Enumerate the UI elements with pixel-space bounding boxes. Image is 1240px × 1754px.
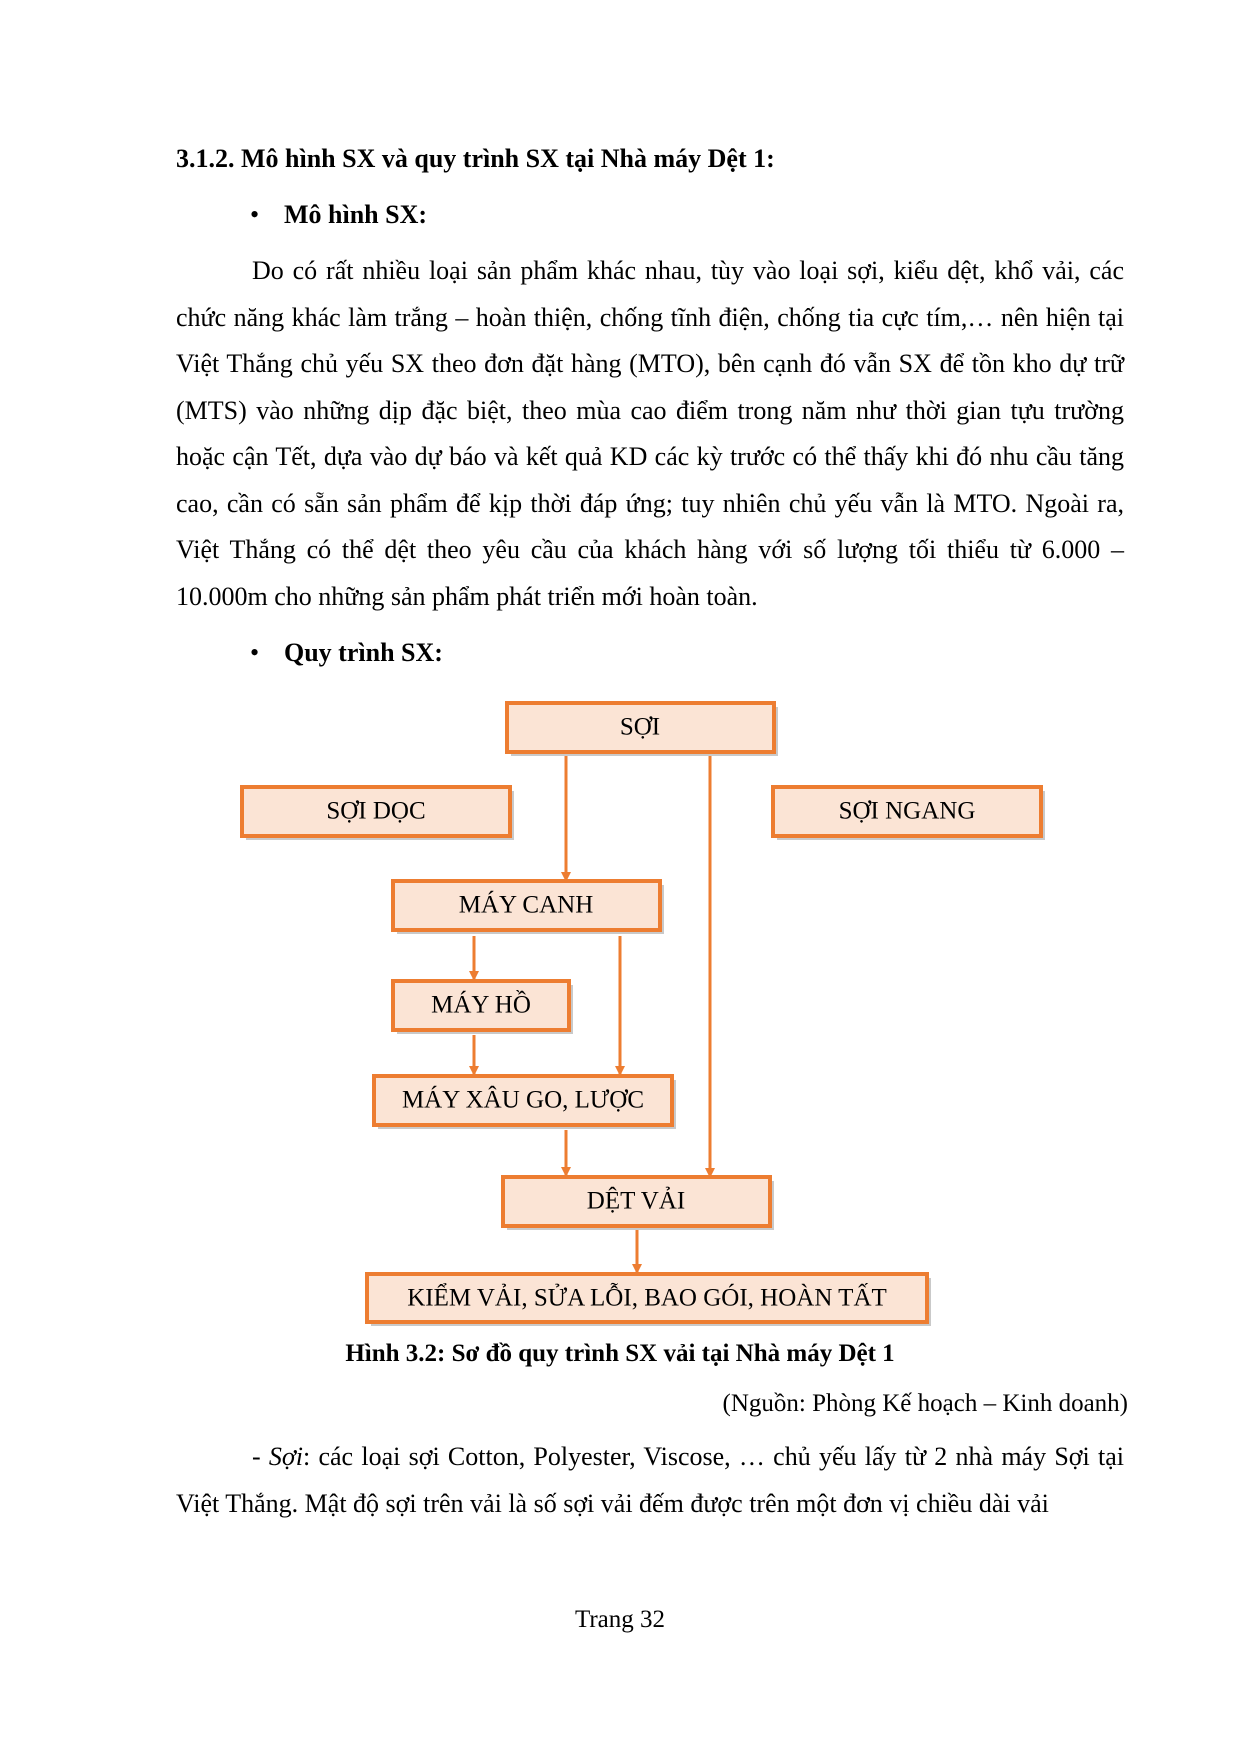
node-label: MÁY HỒ (431, 991, 531, 1019)
bullet-mo-hinh (250, 200, 427, 230)
bullet-icon: • (250, 200, 260, 229)
node-label: SỢI DỌC (326, 797, 426, 825)
node-soi-doc (242, 787, 514, 840)
node-kiem-vai (367, 1274, 931, 1326)
node-may-canh (393, 881, 664, 934)
node-label: KIỂM VẢI, SỬA LỖI, BAO GÓI, HOÀN TẤT (407, 1284, 887, 1312)
node-may-xau (374, 1076, 676, 1129)
figure-source: (Nguồn: Phòng Kế hoạch – Kinh doanh) (722, 1390, 1128, 1417)
node-soi-ngang (773, 787, 1045, 840)
page-number: Trang 32 (574, 1606, 666, 1633)
bullet-title: Mô hình SX: (284, 200, 428, 229)
node-label: DỆT VẢI (586, 1187, 686, 1215)
bullet-quy-trinh (250, 638, 443, 668)
paragraph-soi (176, 1434, 1124, 1527)
node-soi (507, 703, 778, 756)
node-det-vai (503, 1177, 774, 1230)
dash-prefix: - (252, 1442, 269, 1471)
process-flow-diagram (0, 690, 1240, 1330)
node-may-ho (393, 981, 573, 1034)
figure-caption: Hình 3.2: Sơ đồ quy trình SX vải tại Nhà máy Dệt 1 (345, 1340, 895, 1367)
paragraph-soi-text: : các loại sợi Cotton, Polyester, Viscose, … chủ yếu lấy từ 2 nhà máy Sợi tại Việt Thắng. Mật độ sợi trên vải là số sợi vải đếm được trên một đơn vị chiều dài vải (176, 1442, 1124, 1518)
section-heading: 3.1.2. Mô hình SX và quy trình SX tại Nhà máy Dệt 1: (176, 144, 775, 173)
term-soi: Sợi (268, 1442, 304, 1471)
paragraph-mo-hinh: Do có rất nhiều loại sản phẩm khác nhau, tùy vào loại sợi, kiểu dệt, khổ vải, các chức năng khác làm trắng – hoàn thiện, chống tĩnh điện, chống tia cực tím,… nên hiện tại Việt Thắng chủ yếu SX theo đơn đặt hàng (MTO), bên cạnh đó vẫn SX để tồn kho dự trữ (MTS) vào những dịp đặc biệt, theo mùa cao điểm trong năm như thời gian tựu trường hoặc cận Tết, dựa vào dự báo và kết quả KD các kỳ trước có thể thấy khi đó nhu cầu tăng cao, cần có sẵn sản phẩm để kịp thời đáp ứng; tuy nhiên chủ yếu vẫn là MTO. Ngoài ra, Việt Thắng có thể dệt theo yêu cầu của khách hàng với số lượng tối thiểu từ 6.000 – 10.000m cho những sản phẩm phát triển mới hoàn toàn. (176, 256, 1124, 611)
node-label: MÁY CANH (458, 891, 594, 919)
bullet-icon: • (250, 638, 260, 667)
node-label: MÁY XÂU GO, LƯỢC (401, 1086, 645, 1114)
bullet-title: Quy trình SX: (284, 638, 443, 667)
node-label: SỢI (619, 713, 661, 741)
node-label: SỢI NGANG (838, 797, 976, 825)
